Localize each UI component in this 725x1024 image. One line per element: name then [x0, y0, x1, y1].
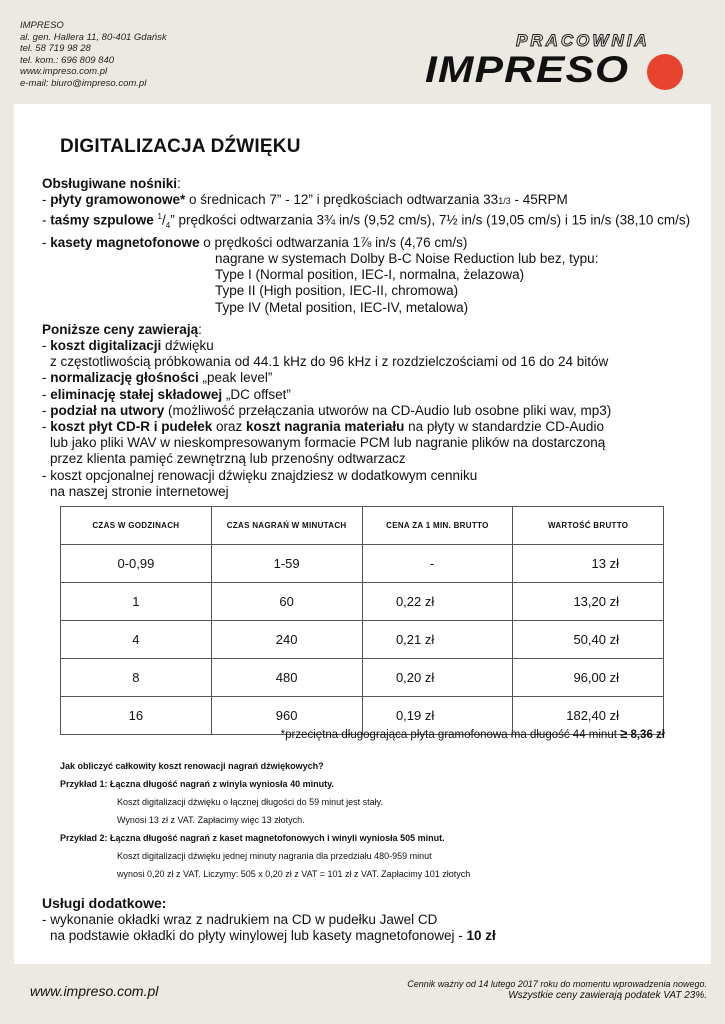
include-item: - podział na utwory (możliwość przełączania utworów na CD-Audio lub osobne pliki wav, mp3)	[42, 402, 612, 418]
include-item: - koszt płyt CD-R i pudełek oraz koszt nagrania materiału na płyty w standardzie CD-Audio	[42, 419, 604, 435]
table-row: 0-0,99 1-59 - 13 zł	[61, 545, 664, 583]
extra-heading: Usługi dodatkowe:	[42, 895, 167, 911]
footer-website-link[interactable]: www.impreso.com.pl	[30, 983, 159, 999]
cassette-line: Type II (High position, IEC-II, chromowa)	[215, 283, 459, 299]
table-row: 1 60 0,22 zł 13,20 zł	[61, 583, 664, 621]
email-link[interactable]: e-mail: biuro@impreso.com.pl	[20, 77, 147, 89]
validity-note: Cennik ważny od 14 lutego 2017 roku do momentu wprowadzenia nowego. Wszystkie ceny zawierają podatek VAT 23%.	[407, 979, 707, 1001]
include-item: - normalizację głośności „peak level”	[42, 370, 273, 386]
logo-subtitle: PRACOWNIA	[516, 31, 650, 50]
website-link[interactable]: www.impreso.com.pl	[20, 66, 108, 77]
table-row: 8 480 0,20 zł 96,00 zł	[61, 659, 664, 697]
faq-section: Jak obliczyć całkowity koszt renowacji nagrań dźwiękowych? Przykład 1: Łączna długość nagrań z winyla wyniosła 40 minuty. Koszt digitalizacji dźwięku o łącznej długości do 59 minut jest stały. Wynosi 13 zł z VAT. Zapłacimy więc 13 złotych. Przykład 2: Łączna długość nagrań z kaset magnetofonowych i winyli wyniosła 505 minut. Koszt digitalizacji dźwięku jednej minuty nagrania dla przedziału 480-959 minut wynosi 0,20 zł z VAT. Liczymy: 505 x 0,20 zł z VAT = 101 zł z VAT. Zapłacimy 101 złotych	[60, 761, 471, 879]
include-item: - koszt opcjonalnej renowacji dźwięku znajdziesz w dodatkowym cenniku	[42, 467, 478, 483]
media-cassette: - kasety magnetofonowe o prędkości odtwarzania 1⅞ in/s (4,76 cm/s)	[42, 234, 468, 250]
includes-heading: Poniższe ceny zawierają	[42, 321, 199, 337]
example-2-title: Przykład 2: Łączna długość nagrań z kaset magnetofonowych i winyli wyniosła 505 minut.	[60, 833, 445, 843]
column-header: CZAS NAGRAŃ W MINUTACH	[211, 507, 362, 545]
table-row: 4 240 0,21 zł 50,40 zł	[61, 621, 664, 659]
table-row: 16 960 0,19 zł 182,40 zł	[61, 697, 664, 735]
impreso-logo	[422, 28, 697, 90]
cassette-line: Type I (Normal position, IEC-I, normalna, żelazowa)	[215, 267, 525, 283]
phone: tel. 58 719 98 28	[20, 43, 91, 54]
description-body: Obsługiwane nośniki: - płyty gramowonowe* o średnicach 7” - 12” i prędkościach odtwarzania 331/3 - 45RPM - taśmy szpulowe $^1/_4$” prędkości odtwarzania 3¾ in/s (9,52 cm/s), 7½ in/s (19,05 cm/s) i 15 in/s (38,10 cm/s) - kasety magnetofonowe o prędkości odtwarzania 1⅞ in/s (4,76 cm/s) nagrane w systemach Dolby B-C Noise Reduction lub bez, typu: Type I (Normal position, IEC-I, normalna, żelazowa) Type II (High position, IEC-II, chromowa) Type IV (Metal position, IEC-IV, metalowa) Poniższe ceny zawierają: - koszt digitalizacji dźwięku z częstotliwością próbkowania od 44.1 kHz do 96 kHz i z rozdzielczościami od 16 do 24 bitów - normalizację głośności „peak level” - eliminację stałej składowej „DC offset” - podział na utwory (możliwość przełączania utworów na CD-Audio lub osobne pliki wav, mp3) - koszt płyt CD-R i pudełek oraz koszt nagrania materiału na płyty w standardzie CD-Audio lub jako pliki WAV w nieskompresowanym formacie PCM lub nagranie plików na dostarczoną przez klienta pamięć zewnętrzną lub przenośny odtwarzacz - koszt opcjonalnej renowacji dźwięku znajdziesz w dodatkowym cenniku na naszej stronie internetowej	[42, 176, 691, 499]
table-header-row	[61, 507, 664, 545]
media-heading: Obsługiwane nośniki	[42, 176, 178, 191]
column-header: CENA ZA 1 MIN. BRUTTO	[362, 507, 513, 545]
media-vinyl: - płyty gramowonowe* o średnicach 7” - 12” i prędkościach odtwarzania 331/3 - 45RPM	[42, 192, 568, 208]
include-item: - eliminację stałej składowej „DC offset”	[42, 386, 291, 402]
price-table	[60, 506, 664, 735]
address: al. gen. Hallera 11, 80-401 Gdańsk	[20, 31, 167, 43]
cassette-line: nagrane w systemach Dolby B-C Noise Reduction lub bez, typu:	[215, 251, 599, 266]
cassette-line: Type IV (Metal position, IEC-IV, metalowa)	[215, 299, 469, 315]
logo-wordmark: IMPRESO	[425, 49, 630, 90]
page-title: DIGITALIZACJA DŹWIĘKU	[60, 136, 301, 157]
column-header: WARTOŚĆ BRUTTO	[513, 507, 664, 545]
logo-dot-icon	[647, 54, 683, 90]
example-1-title: Przykład 1: Łączna długość nagrań z winyla wyniosła 40 minuty.	[60, 779, 334, 789]
greater-equal-icon: ≥	[620, 726, 628, 741]
contact-block	[20, 20, 167, 89]
include-item: - koszt digitalizacji dźwięku	[42, 338, 214, 354]
footnote: *przeciętna długogrająca płyta gramofonowa ma długość 44 minut ≥ 8,36 zł	[280, 726, 665, 741]
faq-question: Jak obliczyć całkowity koszt renowacji nagrań dźwiękowych?	[60, 761, 324, 771]
mobile-phone: tel. kom.: 696 809 840	[20, 54, 115, 66]
media-tape: - taśmy szpulowe $^1/_4$” prędkości odtwarzania 3¾ in/s (9,52 cm/s), 7½ in/s (19,05 cm/s) i 15 in/s (38,10 cm/s)	[42, 212, 691, 231]
column-header: CZAS W GODZINACH	[61, 507, 212, 545]
extra-services: Usługi dodatkowe: - wykonanie okładki wraz z nadrukiem na CD w pudełku Jawel CD na podstawie okładki do płyty winylowej lub kasety magnetofonowej - 10 zł	[42, 895, 496, 943]
company-name: IMPRESO	[20, 20, 64, 31]
